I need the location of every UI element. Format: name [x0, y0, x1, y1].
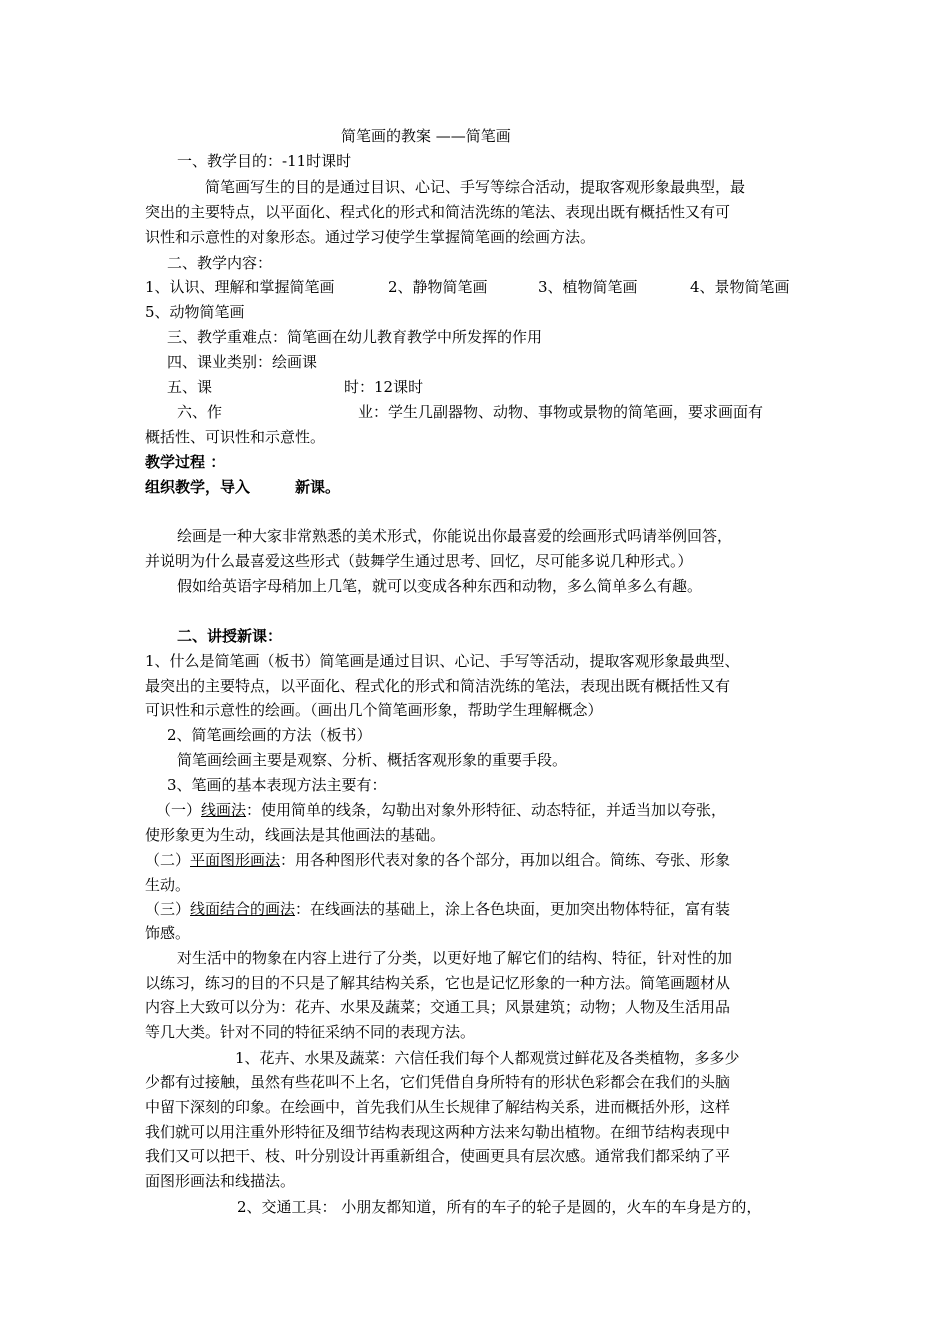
paragraph-line: 等几大类。针对不同的特征采纳不同的表现方法。 [145, 1023, 476, 1041]
new-lesson-heading: 二、讲授新课： [177, 627, 283, 645]
paragraph-line: 1、花卉、水果及蔬菜：六信任我们每个人都观赏过鲜花及各类植物，多多少 [235, 1049, 740, 1067]
paragraph-line: 少都有过接触，虽然有些花叫不上名，它们凭借自身所特有的形状色彩都会在我们的头脑 [145, 1073, 731, 1091]
paragraph-line: 可识性和示意性的绘画。（画出几个简笔画形象，帮助学生理解概念） [145, 701, 603, 719]
method-term: 平面图形画法 [190, 851, 281, 869]
section-difficulty: 三、教学重难点：简笔画在幼儿教育教学中所发挥的作用 [167, 328, 543, 346]
paragraph-line: 概括性、可识性和示意性。 [145, 428, 326, 446]
paragraph-line: 3、笔画的基本表现方法主要有： [167, 776, 387, 794]
paragraph-line: 最突出的主要特点，以平面化、程式化的形式和简洁洗练的笔法，表现出既有概括性又有 [145, 677, 731, 695]
method-text: ：在线画法的基础上，涂上各色块面，更加突出物体特征，富有装 [295, 900, 731, 918]
method-line-drawing [156, 800, 726, 820]
paragraph-line: 突出的主要特点，以平面化、程式化的形式和简洁洗练的笔法、表现出既有概括性又有可 [145, 203, 731, 221]
paragraph-line: 绘画是一种大家非常熟悉的美术形式，你能说出你最喜爱的绘画形式吗请举例回答， [177, 527, 733, 545]
content-item: 5、动物简笔画 [145, 303, 245, 321]
method-prefix: （二） [145, 851, 191, 869]
method-prefix: （一） [156, 801, 202, 819]
method-plane-figure [145, 850, 730, 870]
content-item: 3、植物简笔画 [538, 278, 638, 296]
section-hours-value: 时：12课时 [344, 378, 424, 396]
organize-heading-a: 组织教学，导入 [145, 478, 251, 496]
paragraph-line: 使形象更为生动，线画法是其他画法的基础。 [145, 826, 446, 844]
paragraph-line: 我们又可以把干、枝、叶分别设计再重新组合，使画更具有层次感。通常我们都采纳了平 [145, 1147, 731, 1165]
section-category: 四、课业类别：绘画课 [167, 353, 318, 371]
paragraph-line: 面图形画法和线描法。 [145, 1172, 296, 1190]
method-term: 线面结合的画法 [190, 900, 296, 918]
method-text: ：使用简单的线条，勾勒出对象外形特征、动态特征，并适当加以夸张， [246, 801, 727, 819]
content-item: 4、景物简笔画 [690, 278, 790, 296]
section-content-heading: 二、教学内容： [167, 254, 273, 272]
section-homework-value: 业：学生几副器物、动物、事物或景物的简笔画，要求画面有 [358, 403, 764, 421]
section-objectives-heading: 一、教学目的：-11时课时 [177, 152, 352, 170]
method-term: 线画法 [201, 801, 247, 819]
method-text: ：用各种图形代表对象的各个部分，再加以组合。简练、夸张、形象 [280, 851, 731, 869]
paragraph-line: 识性和示意性的对象形态。通过学习使学生掌握简笔画的绘画方法。 [145, 228, 596, 246]
paragraph-line: 并说明为什么最喜爱这些形式（鼓舞学生通过思考、回忆，尽可能多说几种形式。） [145, 552, 693, 570]
method-prefix: （三） [145, 900, 191, 918]
paragraph-line: 以练习，练习的目的不只是了解其结构关系，它也是记忆形象的一种方法。简笔画题材从 [145, 974, 731, 992]
section-hours-label: 五、课 [167, 378, 213, 396]
organize-heading-b: 新课。 [295, 478, 341, 496]
paragraph-line: 内容上大致可以分为：花卉、水果及蔬菜；交通工具；风景建筑；动物；人物及生活用品 [145, 998, 731, 1016]
document-title: 简笔画的教案 ——简笔画 [341, 127, 511, 145]
paragraph-line: 2、交通工具： 小朋友都知道，所有的车子的轮子是圆的，火车的车身是方的， [237, 1198, 762, 1216]
paragraph-line: 中留下深刻的印象。在绘画中，首先我们从生长规律了解结构关系，进而概括外形，这样 [145, 1098, 731, 1116]
paragraph-line: 生动。 [145, 876, 191, 894]
method-line-plane [145, 899, 730, 919]
paragraph-line: 简笔画写生的目的是通过目识、心记、手写等综合活动，提取客观形象最典型，最 [205, 178, 746, 196]
paragraph-line: 2、简笔画绘画的方法（板书） [167, 726, 372, 744]
paragraph-line: 假如给英语字母稍加上几笔，就可以变成各种东西和动物，多么简单多么有趣。 [177, 577, 703, 595]
paragraph-line: 饰感。 [145, 924, 191, 942]
process-heading: 教学过程 ： [145, 453, 226, 471]
paragraph-line: 简笔画绘画主要是观察、分析、概括客观形象的重要手段。 [177, 751, 568, 769]
paragraph-line: 我们就可以用注重外形特征及细节结构表现这两种方法来勾勒出植物。在细节结构表现中 [145, 1123, 731, 1141]
paragraph-line: 对生活中的物象在内容上进行了分类，以更好地了解它们的结构、特征，针对性的加 [177, 949, 733, 967]
content-item: 2、静物简笔画 [388, 278, 488, 296]
paragraph-line: 1、什么是简笔画（板书）简笔画是通过目识、心记、手写等活动，提取客观形象最典型、 [145, 652, 740, 670]
content-item: 1、认识、理解和掌握简笔画 [145, 278, 335, 296]
section-homework-label: 六、作 [177, 403, 223, 421]
